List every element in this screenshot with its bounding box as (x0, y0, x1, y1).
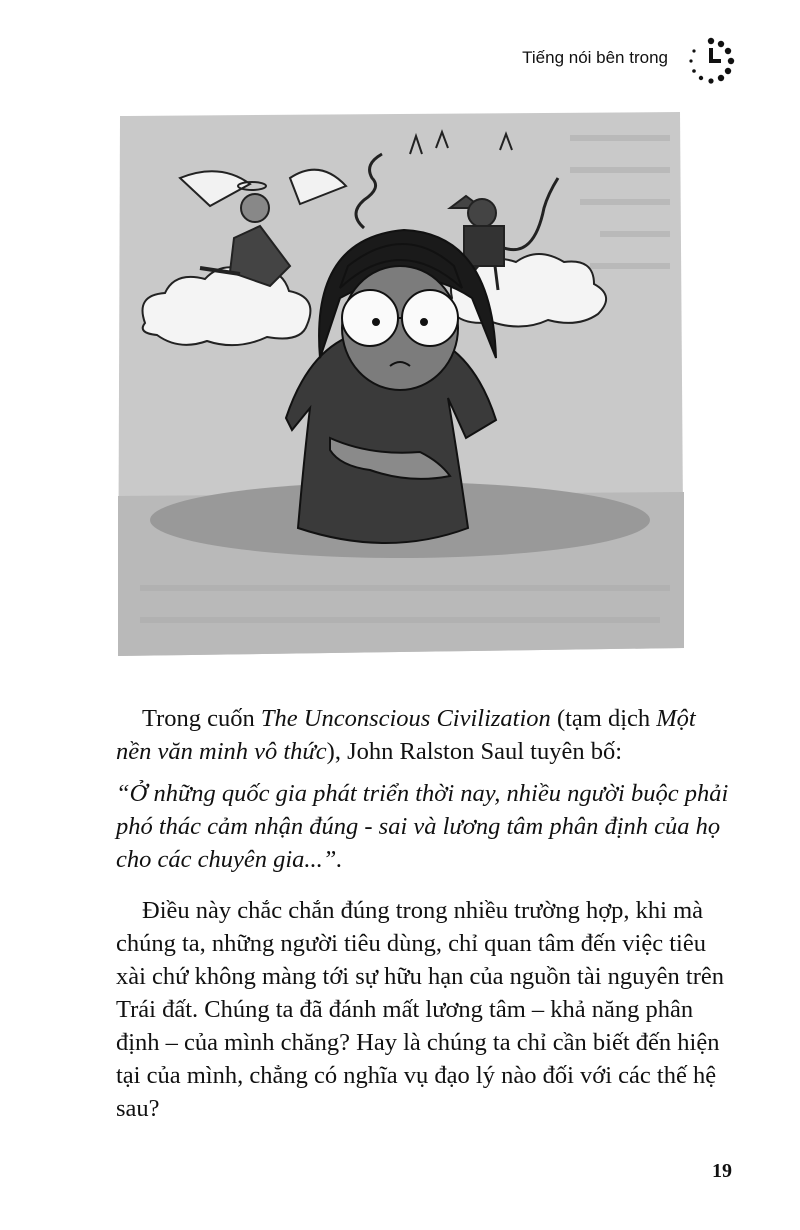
paragraph-body: Điều này chắc chắn đúng trong nhiều trường hợp, khi mà chúng ta, những người tiêu dùng, chỉ quan tâm đến việc tiêu xài chứ không màng tới sự hữu hạn của nguồn tài nguyên trên Trái đất. Chúng ta đã đánh mất lương tâm – khả năng phân định – của mình chăng? Hay là chúng ta chỉ cần biết đến hiện tại của mình, chẳng có nghĩa vụ đạo lý nào đối với các thế hệ sau? (116, 897, 725, 1122)
clock-icon (686, 36, 736, 86)
quote-paragraph: “Ở những quốc gia phát triển thời nay, nhiều người buộc phải phó thác cảm nhận đúng - sai và lương tâm phân định của họ cho các chuyên gia...”. (116, 780, 729, 873)
translated-title: Một nền văn minh vô thức (116, 705, 696, 765)
page-number: 19 (712, 1160, 732, 1182)
book-title: The Unconscious Civilization (260, 705, 551, 732)
running-header: Tiếng nói bên trong (522, 48, 668, 67)
illustration-girl-angel-devil (100, 108, 696, 666)
p1-lead: Trong cuốn (142, 705, 261, 732)
p1-mid: (tạm dịch (550, 705, 657, 732)
p1-tail: ), John Ralston Saul tuyên bố: (326, 738, 623, 765)
paragraph-intro (116, 702, 736, 768)
